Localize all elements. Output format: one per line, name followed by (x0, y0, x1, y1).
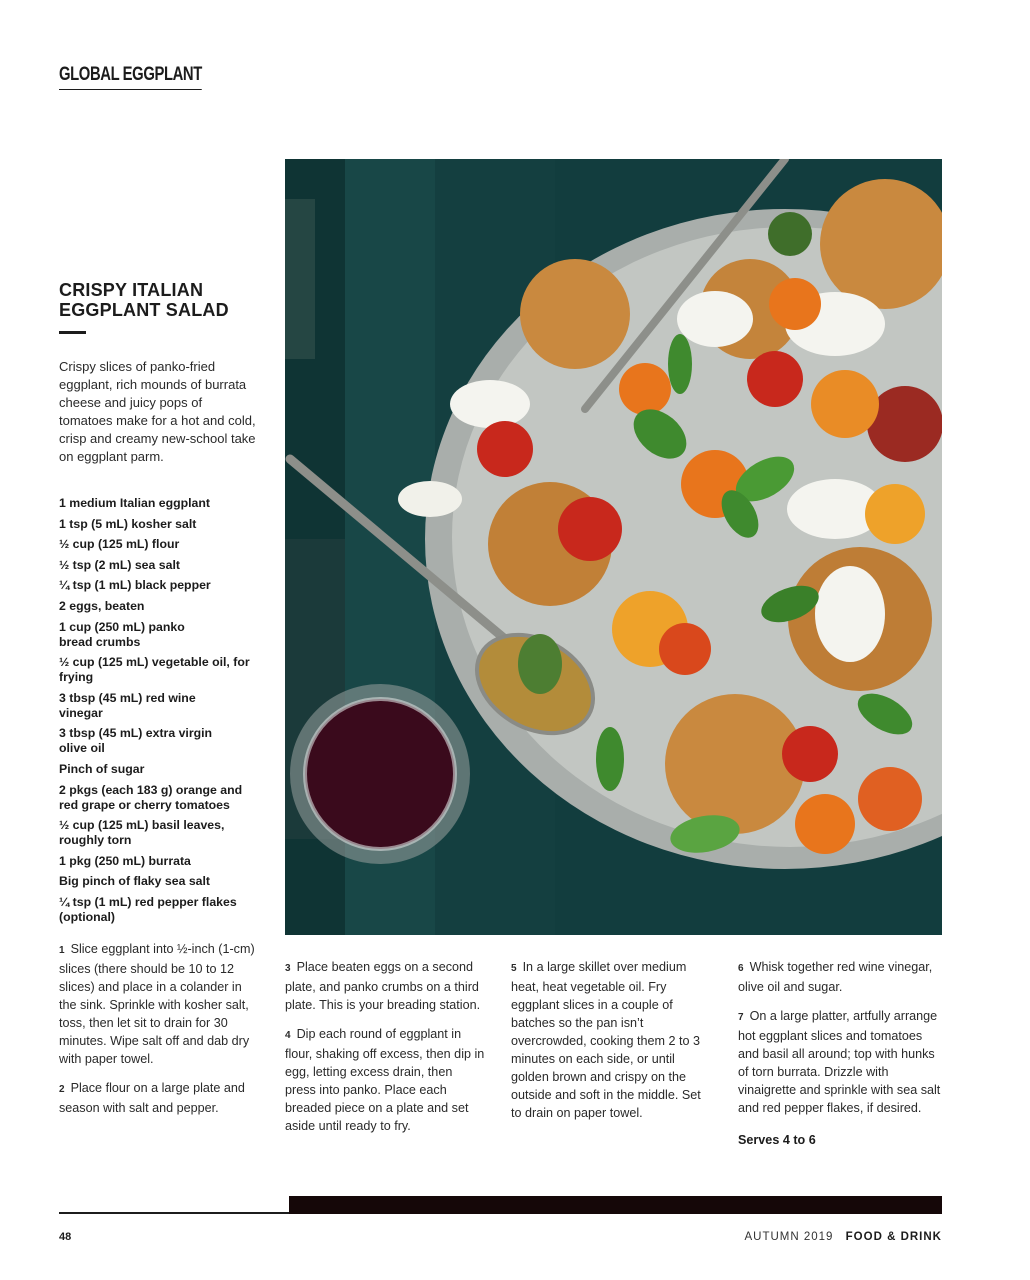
steps-column-4 (738, 958, 943, 1147)
ingredient-item: ½ tsp (2 mL) sea salt (59, 557, 180, 572)
step (738, 1007, 943, 1117)
step-text: Whisk together red wine vinegar, olive oil and sugar. (738, 960, 933, 994)
step-text: Slice eggplant into ½-inch (1-cm) slices (there should be 10 to 12 slices) and place in a colander in the sink. Sprinkle with kosher salt, toss, then let sit to drain for 30 minutes. Wipe salt off and dab dry with paper towel. (59, 942, 255, 1066)
basil-leaf (668, 334, 692, 394)
step (285, 958, 485, 1014)
recipe-title (59, 280, 269, 320)
step-number: 1 (59, 945, 65, 956)
step-number: 4 (285, 1030, 291, 1041)
step (59, 1079, 259, 1117)
step-text: Place flour on a large plate and season with salt and pepper. (59, 1081, 245, 1115)
ingredient-item: ½ cup (125 mL) basil leaves, roughly torn (59, 818, 225, 848)
basil-leaf (596, 727, 624, 791)
title-rule (59, 331, 86, 334)
tomato (811, 370, 879, 438)
fried-eggplant (520, 259, 630, 369)
ingredient-item: 1 cup (250 mL) panko bread crumbs (59, 619, 185, 649)
step (738, 958, 943, 996)
burrata (398, 481, 462, 517)
step-text: On a large platter, artfully arrange hot eggplant slices and tomatoes and basil all around; top with hunks of torn burrata. Drizzle with vinaigrette and sprinkle with sea salt and red pepper flakes, if desired. (738, 1009, 941, 1115)
page-number: 48 (59, 1231, 72, 1243)
crispy-eggplant-salad-photo (285, 159, 942, 935)
burrata (815, 566, 885, 662)
tomato (558, 497, 622, 561)
ingredient-item: 1 tsp (5 mL) kosher salt (59, 516, 197, 531)
step-number: 2 (59, 1084, 65, 1095)
section-label: GLOBAL EGGPLANT (59, 64, 202, 90)
ingredient-item: 3 tbsp (45 mL) extra virgin olive oil (59, 726, 213, 756)
ingredient-list (59, 496, 264, 931)
burrata (677, 291, 753, 347)
ingredient-item: 2 eggs, beaten (59, 598, 145, 613)
ingredient-item: ¼ tsp (1 mL) black pepper (59, 578, 211, 593)
ingredient-item: 1 medium Italian eggplant (59, 496, 211, 510)
tomato (865, 484, 925, 544)
ingredient-item: ½ cup (125 mL) flour (59, 537, 180, 552)
steps-column-1 (59, 940, 259, 1128)
magazine-name: FOOD & DRINK (845, 1231, 942, 1243)
photo-illustration (285, 159, 942, 935)
tomato (477, 421, 533, 477)
ingredient-item: Big pinch of flaky sea salt (59, 874, 211, 889)
step-number: 5 (511, 963, 517, 974)
step-text: Dip each round of eggplant in flour, shaking off excess, then dip in egg, letting excess drain, then press into panko. Place each breaded piece on a plate and set aside until ready to fry. (285, 1027, 485, 1133)
step (511, 958, 711, 1122)
ingredient-item: ¼ tsp (1 mL) red pepper flakes (optional) (59, 894, 237, 924)
burrata (450, 380, 530, 428)
tomato (619, 363, 671, 415)
ingredient-item: ½ cup (125 mL) vegetable oil, for frying (59, 655, 250, 685)
step-text: In a large skillet over medium heat, heat vegetable oil. Fry eggplant slices in a couple of batches so the pan isn’t overcrowded, cooking them 2 to 3 minutes on each side, or until golden brown and crispy on the outside and soft in the middle. Set to drain on paper towel. (511, 960, 701, 1120)
serves-label: Serves 4 to 6 (738, 1133, 816, 1147)
recipe-intro: Crispy slices of panko-fried eggplant, rich mounds of burrata cheese and juicy pops of tomatoes make for a hot and cold, crisp and creamy new-school take on eggplant parm. (59, 359, 256, 464)
step-number: 7 (738, 1012, 744, 1023)
tomato (769, 278, 821, 330)
step-text: Place beaten eggs on a second plate, and panko crumbs on a third plate. This is your breading station. (285, 960, 481, 1012)
step-number: 3 (285, 963, 291, 974)
tomato (747, 351, 803, 407)
steps-column-3 (511, 958, 711, 1133)
step (285, 1025, 485, 1135)
tomato (795, 794, 855, 854)
tomato (768, 212, 812, 256)
recipe-title-line2: EGGPLANT SALAD (59, 300, 229, 320)
recipe-title-line1: CRISPY ITALIAN (59, 280, 204, 300)
ingredient-item: Pinch of sugar (59, 761, 145, 776)
steps-column-2 (285, 958, 485, 1146)
ingredient-item: 3 tbsp (45 mL) red wine vinegar (59, 690, 196, 720)
tomato (782, 726, 838, 782)
step-number: 6 (738, 963, 744, 974)
step (59, 940, 259, 1068)
issue-label (744, 1231, 942, 1243)
footer-bar (289, 1196, 942, 1214)
tomato (659, 623, 711, 675)
ingredient-item: 1 pkg (250 mL) burrata (59, 853, 191, 868)
ingredient-item: 2 pkgs (each 183 g) orange and red grape or cherry tomatoes (59, 782, 243, 812)
tomato (858, 767, 922, 831)
footer-rule (59, 1212, 289, 1214)
issue-season: AUTUMN 2019 (744, 1231, 834, 1243)
basil-leaf (518, 634, 562, 694)
